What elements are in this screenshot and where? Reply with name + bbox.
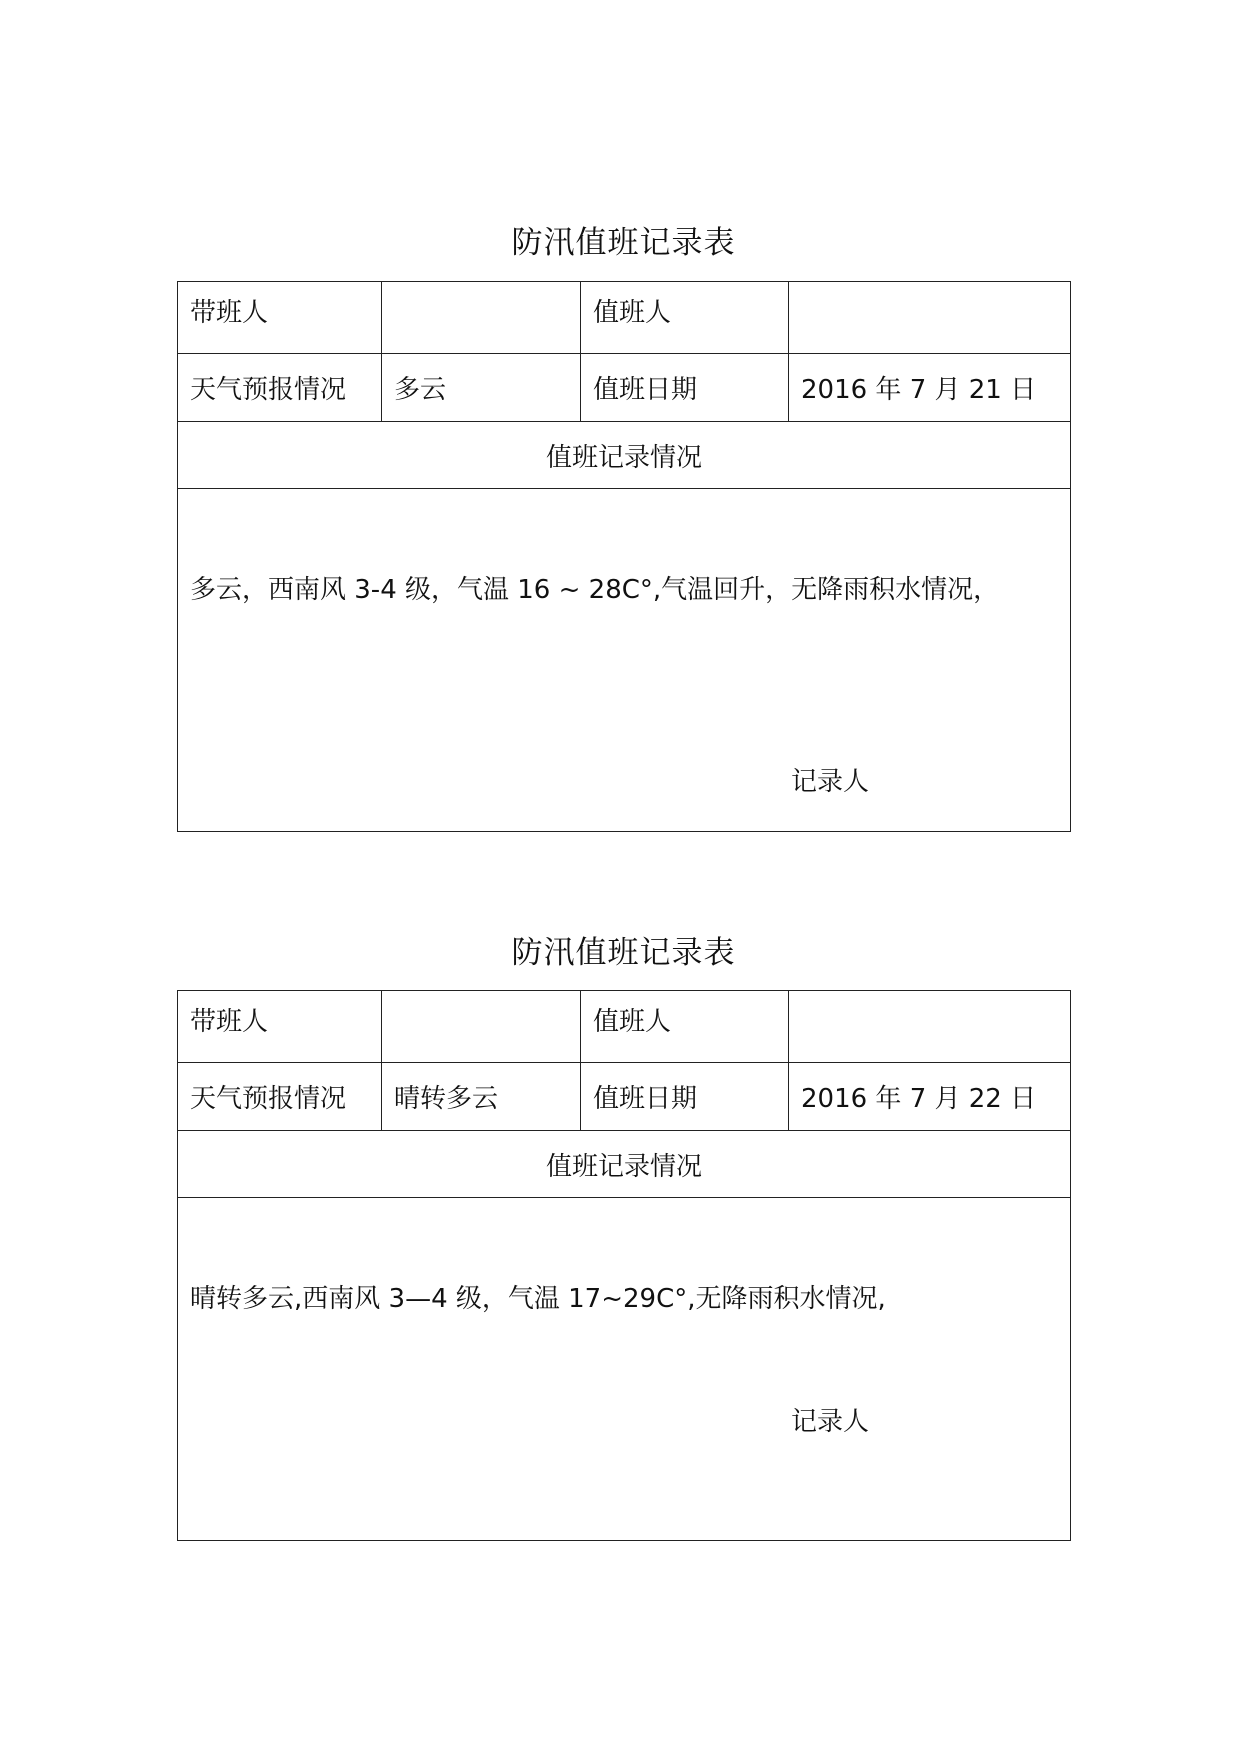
record-text: 晴转多云,西南风 3—4 级，气温 17~29C°,无降雨积水情况,: [190, 1284, 886, 1314]
duty-date-value: 2016 年 7 月 21 日: [789, 354, 1071, 422]
duty-record-table: [177, 281, 1071, 832]
table-row: [178, 354, 1071, 422]
duty-person-label: 值班人: [581, 282, 789, 354]
record-header: 值班记录情况: [178, 1131, 1071, 1198]
leader-label: 带班人: [178, 282, 382, 354]
table-row: [178, 1131, 1071, 1198]
leader-label: 带班人: [178, 991, 382, 1063]
form-title: 防汛值班记录表: [511, 225, 736, 261]
forecast-label: 天气预报情况: [178, 1063, 382, 1131]
duty-date-label: 值班日期: [581, 354, 789, 422]
record-text: 多云，西南风 3-4 级，气温 16 ~ 28C°,气温回升，无降雨积水情况，: [190, 575, 1000, 605]
duty-record-table: [177, 990, 1071, 1541]
record-cell: [178, 489, 1071, 832]
table-row: [178, 422, 1071, 489]
table-row: [178, 1063, 1071, 1131]
table-row: [178, 282, 1071, 354]
form-title: 防汛值班记录表: [511, 935, 736, 971]
leader-field[interactable]: [382, 991, 581, 1063]
duty-person-field[interactable]: [789, 282, 1071, 354]
duty-person-label: 值班人: [581, 991, 789, 1063]
forecast-value: 多云: [382, 354, 581, 422]
duty-date-label: 值班日期: [581, 1063, 789, 1131]
record-header: 值班记录情况: [178, 422, 1071, 489]
table-row: [178, 991, 1071, 1063]
forecast-value: 晴转多云: [382, 1063, 581, 1131]
forecast-label: 天气预报情况: [178, 354, 382, 422]
leader-field[interactable]: [382, 282, 581, 354]
table-row: [178, 489, 1071, 832]
recorder-label: 记录人: [791, 767, 870, 797]
recorder-label: 记录人: [791, 1407, 870, 1437]
table-row: [178, 1198, 1071, 1541]
duty-person-field[interactable]: [789, 991, 1071, 1063]
record-cell: [178, 1198, 1071, 1541]
duty-date-value: 2016 年 7 月 22 日: [789, 1063, 1071, 1131]
